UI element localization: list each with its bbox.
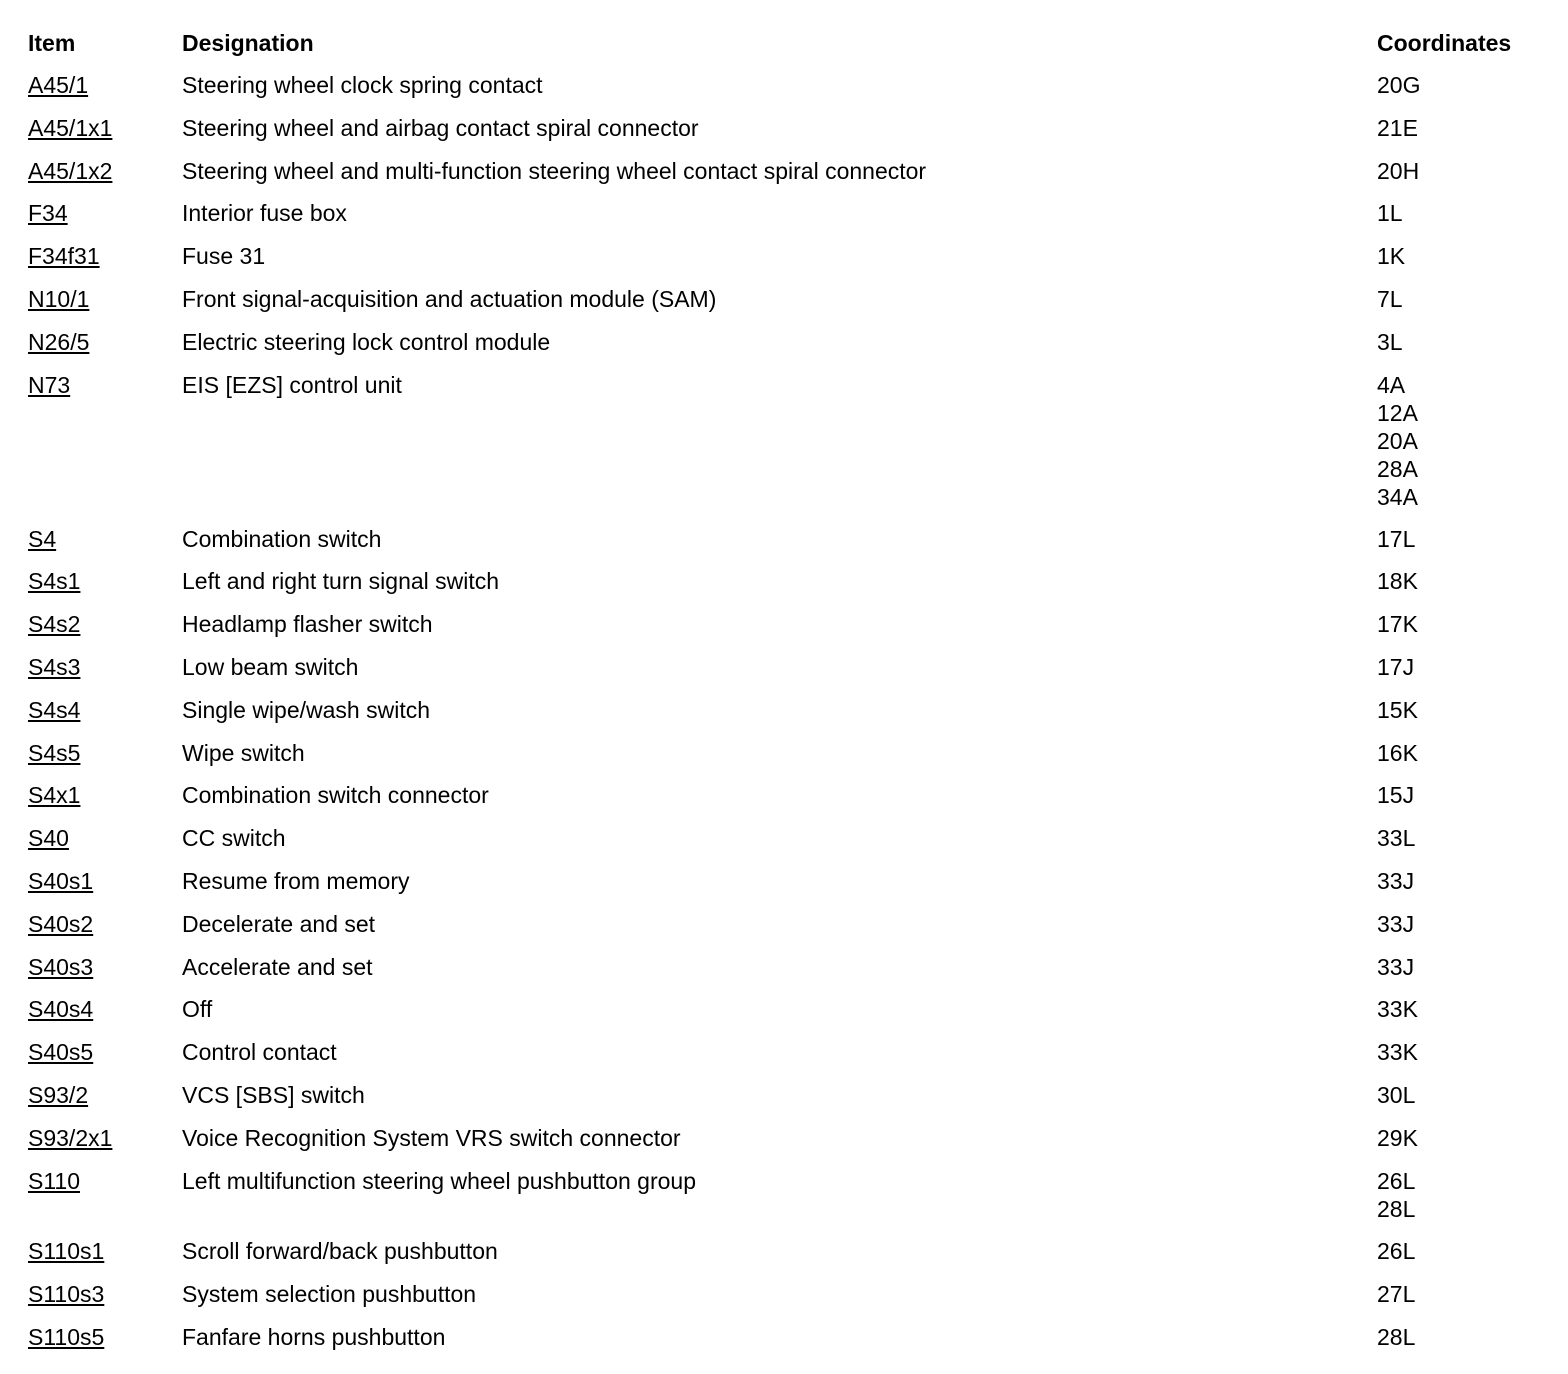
item-coordinates (1377, 114, 1418, 142)
item-link[interactable]: S4 (28, 525, 57, 552)
coordinate-value: 18K (1377, 568, 1418, 595)
item-link[interactable]: A45/1x1 (28, 114, 113, 141)
coordinate-value: 30L (1377, 1082, 1416, 1108)
item-coordinates (1377, 610, 1418, 638)
item-designation: Resume from memory (182, 868, 410, 894)
item-designation: VCS [SBS] switch (182, 1082, 365, 1108)
item-coordinates (1377, 739, 1418, 767)
coordinate-value: 33K (1377, 996, 1418, 1023)
item-designation: Steering wheel and multi-function steering wheel contact spiral connector (182, 157, 927, 184)
item-coordinates (1377, 71, 1420, 99)
item-link[interactable]: S93/2x1 (28, 1124, 113, 1151)
item-coordinates (1377, 1237, 1415, 1265)
item-link[interactable]: S110 (28, 1167, 81, 1194)
coordinate-value: 33L (1377, 825, 1416, 852)
item-designation: Electric steering lock control module (182, 328, 551, 355)
item-designation: Single wipe/wash switch (182, 696, 431, 723)
coordinate-value: 3L (1377, 328, 1403, 355)
item-coordinates (1377, 328, 1403, 356)
item-link[interactable]: F34f31 (28, 243, 100, 270)
coordinate-value: 33K (1377, 1039, 1418, 1066)
item-coordinates (1377, 199, 1403, 227)
item-coordinates (1377, 1081, 1415, 1109)
item-coordinates (1377, 696, 1418, 724)
item-link[interactable]: F34 (28, 200, 68, 227)
item-link[interactable]: S4s3 (28, 654, 81, 680)
item-link[interactable]: S110s5 (28, 1323, 105, 1350)
item-link[interactable]: S40s4 (28, 996, 94, 1023)
item-link[interactable]: S40s2 (28, 910, 94, 937)
item-link[interactable]: S40s5 (28, 1039, 94, 1066)
coordinate-value: 33J (1377, 953, 1415, 980)
item-coordinates (1377, 1167, 1415, 1223)
coordinate-value: 20H (1377, 157, 1420, 184)
coordinate-value: 15J (1377, 782, 1415, 809)
coordinate-value: 17L (1377, 525, 1416, 552)
item-link[interactable]: S40 (28, 825, 69, 852)
item-designation: Off (182, 996, 213, 1023)
coordinate-value: 29K (1377, 1124, 1418, 1151)
item-coordinates (1377, 781, 1414, 809)
coordinate-value: 28L (1377, 1195, 1416, 1222)
item-link[interactable]: N10/1 (28, 286, 90, 312)
item-coordinates (1377, 285, 1403, 313)
coordinate-value: 17K (1377, 611, 1418, 638)
item-coordinates (1377, 910, 1414, 938)
coordinate-value: 26L (1377, 1238, 1416, 1265)
item-coordinates (1377, 1280, 1415, 1308)
item-designation: Combination switch connector (182, 782, 489, 809)
item-link[interactable]: S40s3 (28, 953, 94, 980)
item-link[interactable]: S93/2 (28, 1082, 89, 1108)
coordinate-value: 34A (1377, 483, 1418, 510)
item-designation: Fanfare horns pushbutton (182, 1323, 446, 1350)
coordinate-value: 20A (1377, 427, 1418, 454)
item-link[interactable]: S4x1 (28, 782, 81, 809)
item-designation: Left multifunction steering wheel pushbutton group (182, 1167, 696, 1194)
coordinate-value: 7L (1377, 286, 1403, 312)
header-designation: Designation (182, 30, 314, 56)
header-item: Item (28, 30, 76, 56)
item-designation: Low beam switch (182, 654, 359, 680)
item-coordinates (1377, 1124, 1418, 1152)
coordinate-value: 27L (1377, 1281, 1416, 1307)
item-coordinates (1377, 1038, 1418, 1066)
item-coordinates (1377, 867, 1414, 895)
item-coordinates (1377, 371, 1418, 511)
coordinate-value: 1L (1377, 200, 1403, 227)
coordinate-value: 15K (1377, 696, 1418, 723)
item-designation: EIS [EZS] control unit (182, 371, 402, 398)
coordinate-value: 28L (1377, 1323, 1416, 1350)
coordinate-value: 4A (1377, 371, 1406, 398)
item-link[interactable]: S110s3 (28, 1281, 105, 1307)
coordinate-value: 1K (1377, 243, 1406, 270)
item-designation: Decelerate and set (182, 910, 376, 937)
item-coordinates (1377, 953, 1414, 981)
item-designation: Scroll forward/back pushbutton (182, 1238, 498, 1265)
item-designation: Front signal-acquisition and actuation module (SAM) (182, 286, 717, 312)
item-designation: Steering wheel clock spring contact (182, 72, 543, 98)
item-link[interactable]: N73 (28, 371, 71, 398)
item-link[interactable]: A45/1 (28, 72, 89, 98)
item-coordinates (1377, 995, 1418, 1023)
item-designation: Accelerate and set (182, 953, 373, 980)
item-coordinates (1377, 1323, 1415, 1351)
item-designation: Interior fuse box (182, 200, 347, 227)
item-designation: Voice Recognition System VRS switch connector (182, 1124, 681, 1151)
item-coordinates (1377, 242, 1405, 270)
item-link[interactable]: S4s4 (28, 696, 81, 723)
item-link[interactable]: S110s1 (28, 1238, 105, 1265)
item-coordinates (1377, 525, 1415, 553)
item-designation: Steering wheel and airbag contact spiral connector (182, 114, 699, 141)
coordinate-value: 16K (1377, 739, 1418, 766)
coordinate-value: 20G (1377, 72, 1421, 98)
coordinate-value: 21E (1377, 114, 1418, 141)
item-designation: Control contact (182, 1039, 337, 1066)
item-designation: Fuse 31 (182, 243, 266, 270)
item-designation: Headlamp flasher switch (182, 611, 433, 638)
coordinate-value: 33J (1377, 910, 1415, 937)
coordinate-value: 17J (1377, 654, 1415, 680)
header-coordinates: Coordinates (1377, 30, 1512, 56)
item-link[interactable]: N26/5 (28, 328, 90, 355)
item-designation: System selection pushbutton (182, 1281, 477, 1307)
item-designation: Combination switch (182, 525, 382, 552)
item-coordinates (1377, 824, 1415, 852)
item-link[interactable]: S4s5 (28, 739, 81, 766)
coordinate-value: 28A (1377, 455, 1418, 482)
coordinate-value: 33J (1377, 868, 1415, 894)
coordinate-value: 12A (1377, 399, 1418, 426)
item-designation: Left and right turn signal switch (182, 568, 500, 595)
item-coordinates (1377, 567, 1418, 595)
item-link[interactable]: A45/1x2 (28, 157, 113, 184)
coordinate-value: 26L (1377, 1167, 1416, 1194)
item-link[interactable]: S4s1 (28, 568, 81, 595)
item-link[interactable]: S4s2 (28, 611, 81, 638)
item-designation: CC switch (182, 825, 286, 852)
item-coordinates (1377, 653, 1414, 681)
item-coordinates (1377, 157, 1419, 185)
item-designation: Wipe switch (182, 739, 305, 766)
item-link[interactable]: S40s1 (28, 868, 94, 894)
